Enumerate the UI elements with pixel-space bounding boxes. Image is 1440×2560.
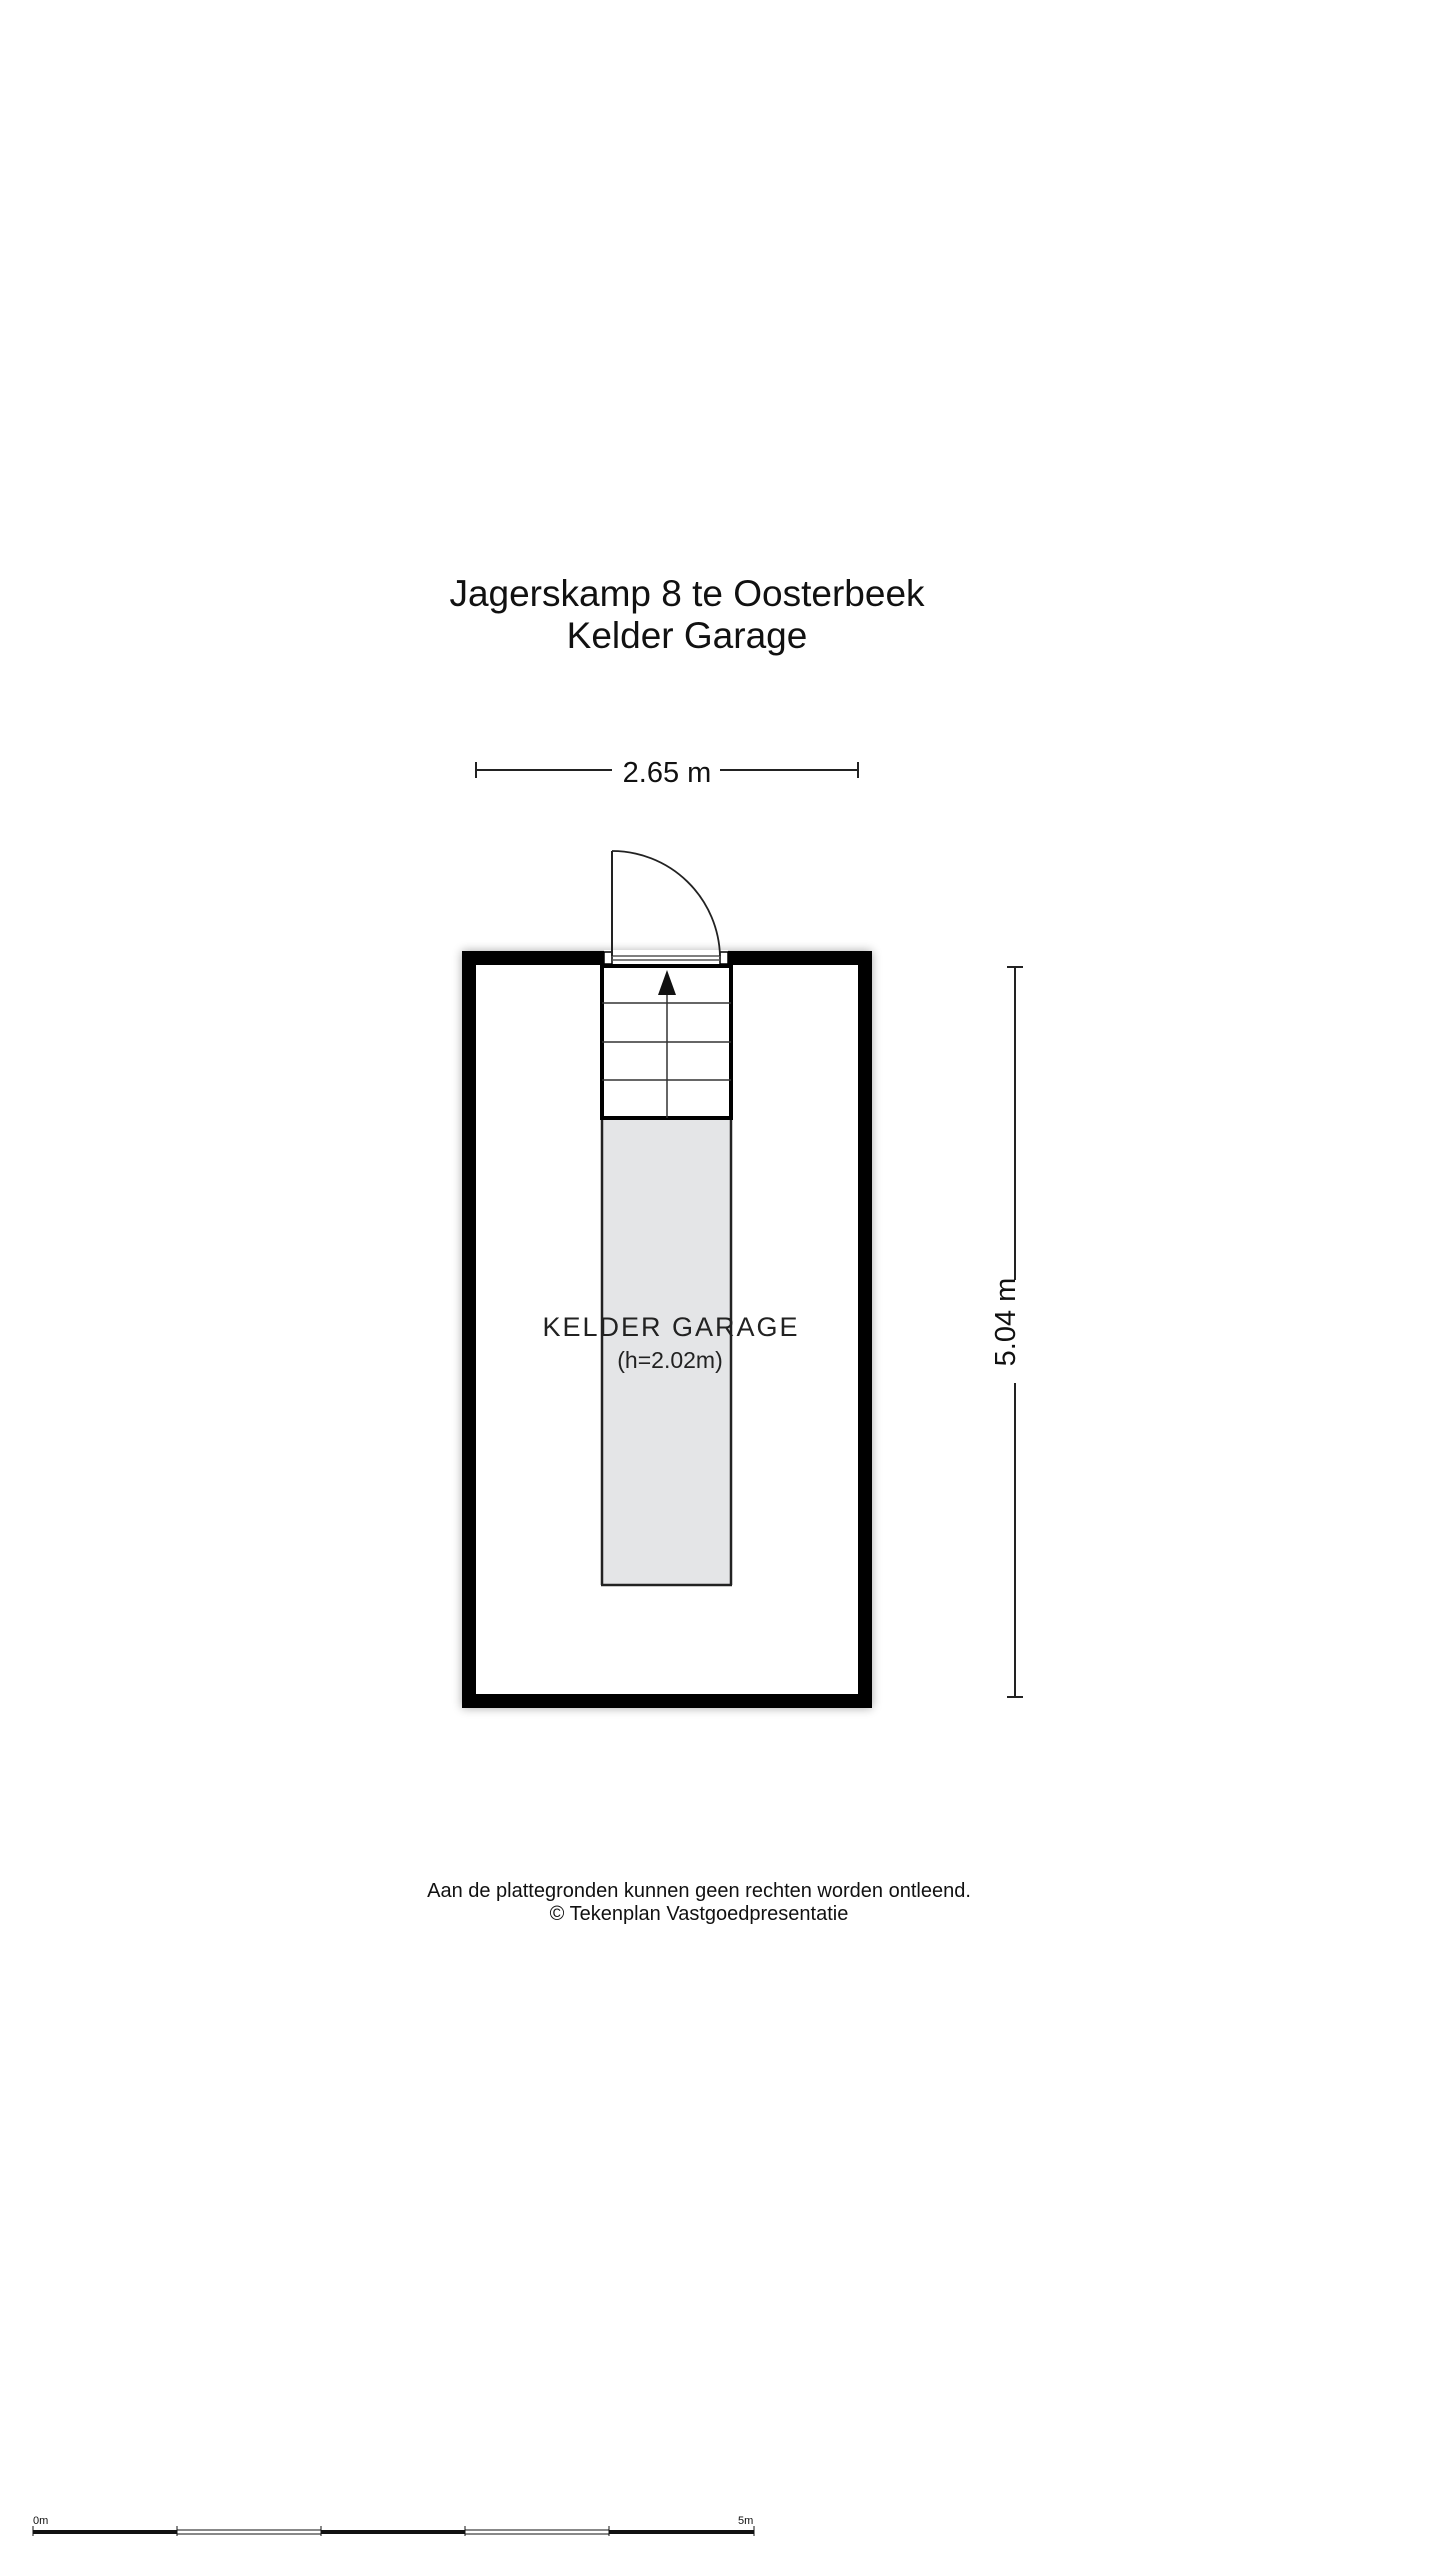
width-dimension-label: 2.65 m xyxy=(622,757,712,789)
scale-bar-end-label: 5m xyxy=(738,2515,754,2527)
room-height: (h=2.02m) xyxy=(617,1347,723,1373)
copyright-text: © Tekenplan Vastgoedpresentatie xyxy=(549,1903,849,1925)
width-dimension xyxy=(476,757,858,789)
door xyxy=(604,851,728,966)
plan-title-address: Jagerskamp 8 te Oosterbeek xyxy=(449,573,925,614)
scale-bar xyxy=(33,2515,754,2536)
length-dimension xyxy=(990,967,1023,1697)
staircase xyxy=(601,966,732,1585)
room-name: KELDER GARAGE xyxy=(542,1312,800,1342)
scale-bar-start-label: 0m xyxy=(33,2515,49,2527)
length-dimension-label: 5.04 m xyxy=(990,1277,1022,1367)
disclaimer-text: Aan de plattegronden kunnen geen rechten worden ontleend. xyxy=(427,1880,971,1902)
plan-title-floor: Kelder Garage xyxy=(566,615,808,656)
